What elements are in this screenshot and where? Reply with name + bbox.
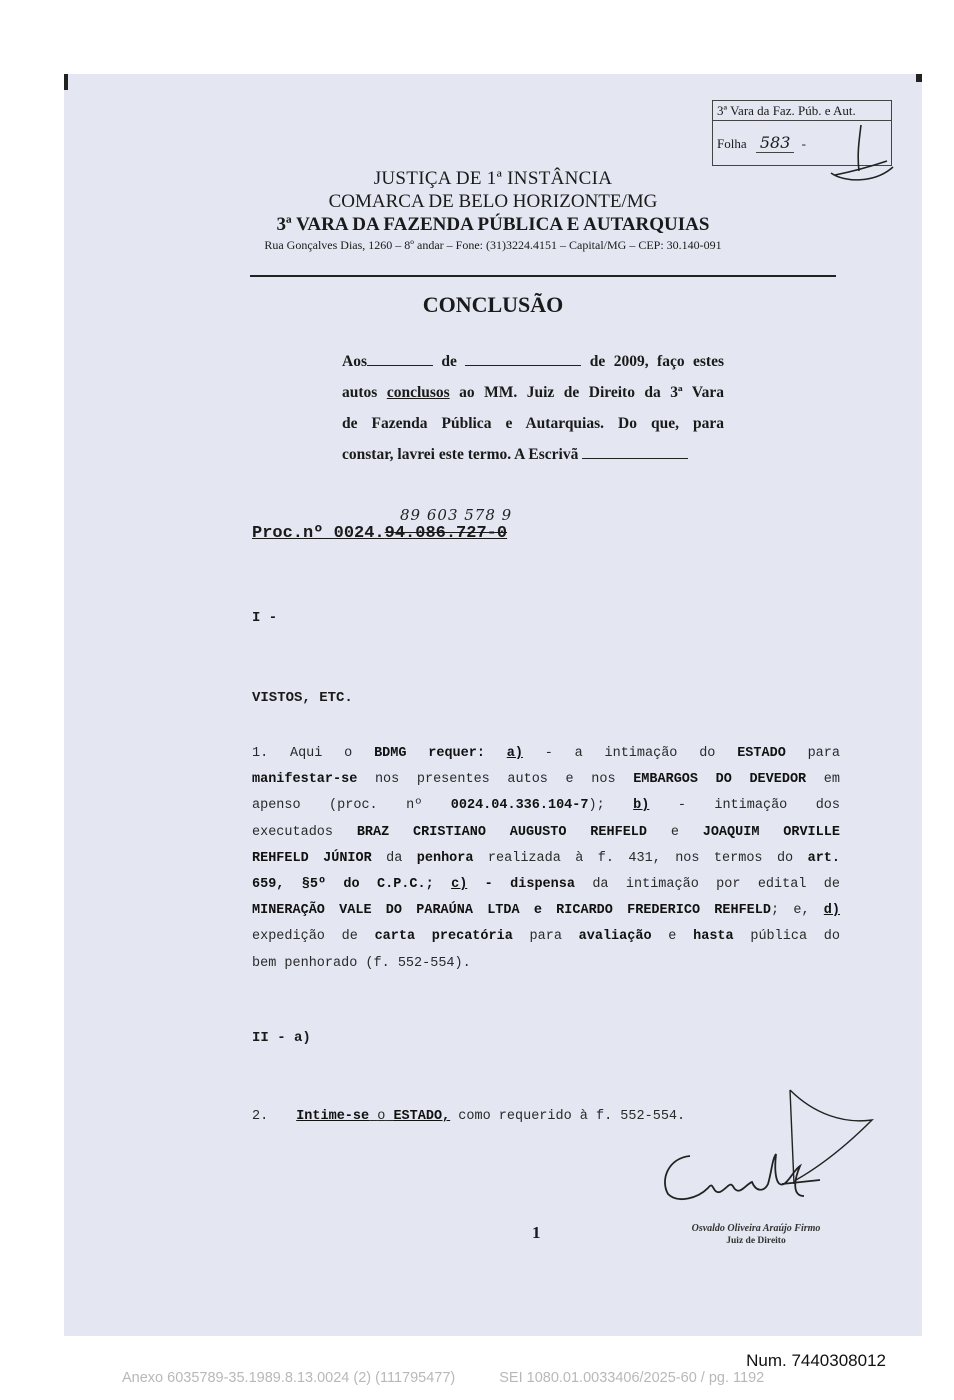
- text: pública do: [750, 929, 840, 945]
- scanned-document-page: [64, 74, 922, 1336]
- text: apenso (proc. nº: [252, 798, 423, 814]
- text: b): [633, 798, 650, 814]
- text: penhora: [416, 850, 474, 866]
- process-number-handwritten: 89 603 578 9: [400, 506, 513, 524]
- text: como requerido à f. 552-554.: [458, 1109, 686, 1124]
- text: - a intimação do: [544, 746, 716, 761]
- term-year: de 2009, faço estes: [589, 353, 725, 370]
- escriva-signature-blank: [582, 444, 688, 459]
- text: ; e,: [771, 903, 810, 919]
- folha-number-handwritten: 583: [756, 133, 795, 153]
- item1-line: [252, 924, 840, 950]
- day-blank: [367, 351, 433, 366]
- term-line-2: [342, 377, 724, 408]
- text: hasta: [693, 929, 734, 945]
- item1-line: [252, 793, 840, 819]
- folha-dash: -: [801, 136, 807, 151]
- text: manifestar-se: [252, 772, 358, 788]
- term-line2-rest: ao MM. Juiz de Direito da 3ª Vara: [459, 384, 725, 401]
- folha-label: Folha: [717, 136, 747, 151]
- text: ESTADO: [737, 746, 786, 761]
- item1-line: [252, 846, 840, 872]
- folha-stamp: [712, 100, 892, 166]
- text: da intimação por edital de: [592, 877, 841, 893]
- text: nos presentes autos e nos: [374, 772, 616, 788]
- court-header-line1: JUSTIÇA DE 1ª INSTÂNCIA: [373, 168, 613, 189]
- text: para: [807, 746, 840, 761]
- section-vistos: VISTOS, ETC.: [252, 690, 353, 706]
- conclusao-term: [342, 346, 724, 470]
- text: 0024.04.336.104-7: [450, 798, 589, 814]
- text: ESTADO,: [393, 1109, 451, 1124]
- court-header-line2: COMARCA DE BELO HORIZONTE/MG: [328, 191, 658, 212]
- term-line-4: [342, 439, 724, 470]
- text: executados: [252, 824, 334, 840]
- process-original-number: 94.086.727-0: [384, 524, 508, 543]
- text: e: [670, 824, 679, 840]
- annex-reference: Anexo 6035789-35.1989.8.13.0024 (2) (111795477): [122, 1370, 456, 1386]
- text: - intimação dos: [677, 798, 841, 814]
- text: MINERAÇÃO VALE DO PARAÚNA LTDA e RICARDO FREDERICO REHFELD: [252, 903, 771, 919]
- item1-line: [252, 767, 840, 793]
- court-address: Rua Gonçalves Dias, 1260 – 8º andar – Fone: (31)3224.4151 – Capital/MG – CEP: 30.140-091: [264, 238, 722, 252]
- text: c): [451, 877, 468, 893]
- month-blank: [465, 351, 581, 366]
- item-2-paragraph: [252, 1109, 685, 1124]
- stamp-vara: 3ª Vara da Faz. Púb. e Aut.: [713, 101, 891, 121]
- scan-corner-mark: [916, 74, 922, 82]
- text: BRAZ CRISTIANO AUGUSTO REHFELD: [356, 824, 647, 840]
- text: Aqui o: [289, 746, 353, 761]
- text: e: [668, 929, 677, 945]
- item-number: 1.: [252, 746, 269, 761]
- section-ii-a: II - a): [252, 1030, 311, 1046]
- text: para: [529, 929, 562, 945]
- process-number: [252, 524, 507, 543]
- document-num-footer: Num. 7440308012: [746, 1351, 886, 1370]
- judge-name: Osvaldo Oliveira Araújo Firmo: [691, 1223, 821, 1234]
- text: expedição de: [252, 929, 358, 945]
- scan-corner-mark: [64, 74, 68, 90]
- text: Intime-se: [296, 1109, 370, 1124]
- text: );: [588, 798, 605, 814]
- text: avaliação: [578, 929, 652, 945]
- text: da: [386, 850, 403, 866]
- item-1-paragraph: [252, 741, 840, 977]
- judge-signature: [654, 1084, 884, 1234]
- item1-line: [252, 898, 840, 924]
- term-line-1: [342, 346, 724, 377]
- conclusao-title: CONCLUSÃO: [422, 292, 564, 317]
- term-line-3: de Fazenda Pública e Autarquias. Do que, para: [342, 415, 724, 432]
- process-prefix: 0024.: [333, 524, 385, 543]
- term-conclusos: conclusos: [386, 384, 450, 401]
- term-de: de: [441, 353, 457, 370]
- text: a): [506, 746, 523, 761]
- item1-line: [252, 741, 840, 767]
- item1-line: [252, 820, 840, 846]
- text: EMBARGOS DO DEVEDOR: [633, 772, 807, 788]
- item1-line: [252, 872, 840, 898]
- text: 659, §5º do C.P.C.;: [252, 877, 434, 893]
- text: d): [823, 903, 840, 919]
- process-label: Proc.nº: [252, 524, 324, 543]
- page-number: 1: [532, 1223, 541, 1242]
- text: BDMG requer:: [374, 746, 485, 761]
- judge-title: Juiz de Direito: [726, 1236, 786, 1246]
- item1-line: bem penhorado (f. 552-554).: [252, 955, 471, 971]
- term-escriva: constar, lavrei este termo. A Escrivã: [342, 446, 579, 463]
- judge-identification: [676, 1222, 836, 1248]
- term-autos: autos: [342, 384, 378, 401]
- text: em: [823, 772, 840, 788]
- text: carta precatória: [374, 929, 513, 945]
- text: o: [377, 1109, 386, 1124]
- text: art.: [807, 850, 840, 866]
- section-i: I -: [252, 610, 278, 626]
- annex-footer: [122, 1370, 764, 1386]
- text: - dispensa: [484, 877, 575, 893]
- text: realizada à f. 431, nos termos do: [487, 850, 794, 866]
- court-header-line3: 3ª VARA DA FAZENDA PÚBLICA E AUTARQUIAS: [276, 214, 710, 235]
- text: REHFELD JÚNIOR: [252, 850, 372, 866]
- item-number: 2.: [252, 1109, 269, 1124]
- sei-reference: SEI 1080.01.0033406/2025-60 / pg. 1192: [499, 1370, 765, 1386]
- text: JOAQUIM ORVILLE: [702, 824, 840, 840]
- header-rule: [250, 275, 836, 277]
- term-aos: Aos: [342, 353, 367, 370]
